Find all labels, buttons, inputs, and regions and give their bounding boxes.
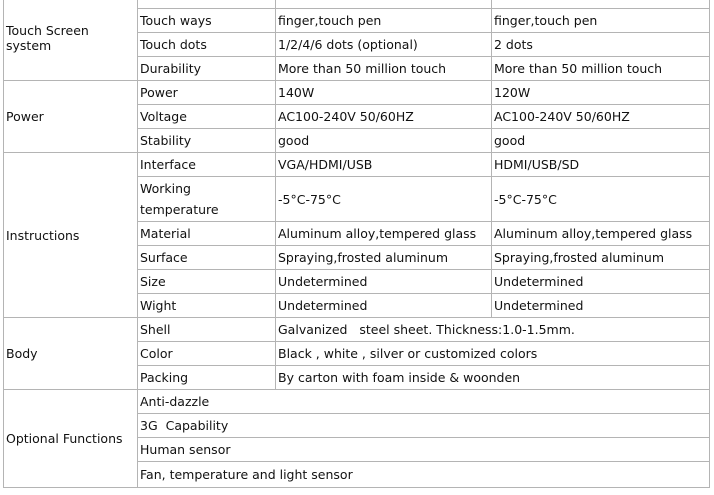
category-optional-functions: Optional Functions <box>4 390 138 488</box>
spec-value-2: finger,touch pen <box>492 9 710 33</box>
spec-value-1: 1/2/4/6 dots (optional) <box>276 33 492 57</box>
spec-label-packing: Packing <box>138 366 276 390</box>
spec-table <box>3 0 710 488</box>
spec-value-2: Spraying,frosted aluminum <box>492 246 710 270</box>
spec-label-size: Size <box>138 270 276 294</box>
optional-function-item: Human sensor <box>138 438 710 462</box>
spec-label-surface: Surface <box>138 246 276 270</box>
spec-value-merged: Galvanized steel sheet. Thickness:1.0-1.5mm. <box>276 318 710 342</box>
spec-value-1: Undetermined <box>276 270 492 294</box>
spec-value-1: 140W <box>276 81 492 105</box>
spec-value-1 <box>276 0 492 9</box>
spec-value-merged: By carton with foam inside & woonden <box>276 366 710 390</box>
spec-value-2: Undetermined <box>492 294 710 318</box>
spec-value-1: -5°C-75°C <box>276 177 492 222</box>
optional-function-item: Fan, temperature and light sensor <box>138 462 710 488</box>
spec-value-2: HDMI/USB/SD <box>492 153 710 177</box>
spec-value-2: More than 50 million touch <box>492 57 710 81</box>
category-power: Power <box>4 81 138 153</box>
spec-label-weight: Wight <box>138 294 276 318</box>
spec-value-1: finger,touch pen <box>276 9 492 33</box>
spec-label-stability: Stability <box>138 129 276 153</box>
spec-value-2: 120W <box>492 81 710 105</box>
spec-label-touch-dots: Touch dots <box>138 33 276 57</box>
spec-label-durability: Durability <box>138 57 276 81</box>
optional-function-item: Anti-dazzle <box>138 390 710 414</box>
category-instructions: Instructions <box>4 153 138 318</box>
category-body: Body <box>4 318 138 390</box>
spec-label <box>138 0 276 9</box>
spec-value-2: AC100-240V 50/60HZ <box>492 105 710 129</box>
spec-value-2: 2 dots <box>492 33 710 57</box>
spec-label-material: Material <box>138 222 276 246</box>
spec-label-color: Color <box>138 342 276 366</box>
spec-value-2: good <box>492 129 710 153</box>
spec-value-1: AC100-240V 50/60HZ <box>276 105 492 129</box>
spec-label-shell: Shell <box>138 318 276 342</box>
spec-label-voltage: Voltage <box>138 105 276 129</box>
spec-value-1: More than 50 million touch <box>276 57 492 81</box>
spec-value-2: -5°C-75°C <box>492 177 710 222</box>
spec-value-1: Undetermined <box>276 294 492 318</box>
spec-label-working-temperature: Working temperature <box>138 177 276 222</box>
spec-value-1: Spraying,frosted aluminum <box>276 246 492 270</box>
optional-function-item: 3G Capability <box>138 414 710 438</box>
spec-label-touch-ways: Touch ways <box>138 9 276 33</box>
spec-value-1: VGA/HDMI/USB <box>276 153 492 177</box>
spec-value-2: Undetermined <box>492 270 710 294</box>
spec-label-interface: Interface <box>138 153 276 177</box>
spec-label-power: Power <box>138 81 276 105</box>
spec-value-merged: Black , white , silver or customized colors <box>276 342 710 366</box>
spec-value-2: Aluminum alloy,tempered glass <box>492 222 710 246</box>
category-touch-screen: Touch Screen system <box>4 0 138 81</box>
spec-value-1: good <box>276 129 492 153</box>
spec-value-2 <box>492 0 710 9</box>
spec-value-1: Aluminum alloy,tempered glass <box>276 222 492 246</box>
